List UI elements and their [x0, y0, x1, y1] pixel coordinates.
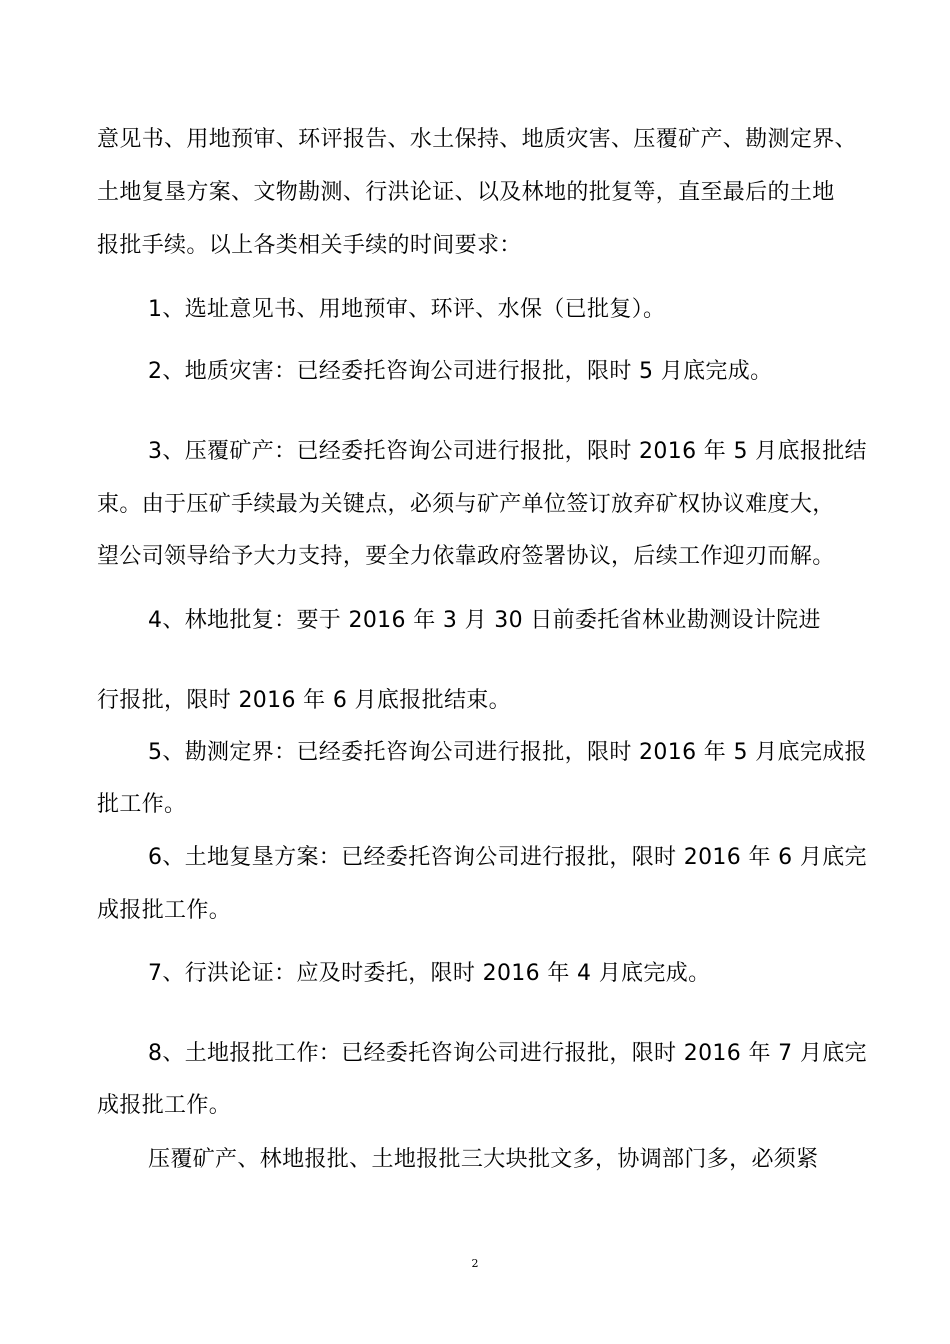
list-item-7: 7、行洪论证：应及时委托，限时 2016 年 4 月底完成。 — [148, 961, 711, 986]
list-item-4: 4、林地批复：要于 2016 年 3 月 30 日前委托省林业勘测设计院进 — [148, 608, 821, 633]
text-line: 束。由于压矿手续最为关键点，必须与矿产单位签订放弃矿权协议难度大， — [97, 492, 835, 517]
text-line: 成报批工作。 — [97, 898, 232, 923]
page-number: 2 — [471, 1257, 479, 1270]
paragraph-line: 压覆矿产、林地报批、土地报批三大块批文多，协调部门多，必须紧 — [148, 1147, 819, 1172]
list-item-5: 5、勘测定界：已经委托咨询公司进行报批，限时 2016 年 5 月底完成报 — [148, 740, 867, 765]
text-line: 土地复垦方案、文物勘测、行洪论证、以及林地的批复等，直至最后的土地 — [97, 180, 835, 205]
text-line: 报批手续。以上各类相关手续的时间要求： — [97, 233, 522, 258]
text-line: 行报批，限时 2016 年 6 月底报批结束。 — [97, 688, 512, 713]
text-line: 望公司领导给予大力支持，要全力依靠政府签署协议，后续工作迎刃而解。 — [97, 544, 835, 569]
list-item-2: 2、地质灾害：已经委托咨询公司进行报批，限时 5 月底完成。 — [148, 359, 773, 384]
list-item-1: 1、选址意见书、用地预审、环评、水保（已批复）。 — [148, 297, 666, 322]
text-line: 批工作。 — [97, 792, 187, 817]
list-item-3: 3、压覆矿产：已经委托咨询公司进行报批，限时 2016 年 5 月底报批结 — [148, 439, 867, 464]
text-line: 意见书、用地预审、环评报告、水土保持、地质灾害、压覆矿产、勘测定界、 — [97, 127, 857, 152]
text-line: 成报批工作。 — [97, 1093, 232, 1118]
list-item-8: 8、土地报批工作：已经委托咨询公司进行报批，限时 2016 年 7 月底完 — [148, 1041, 867, 1066]
list-item-6: 6、土地复垦方案：已经委托咨询公司进行报批，限时 2016 年 6 月底完 — [148, 845, 867, 870]
